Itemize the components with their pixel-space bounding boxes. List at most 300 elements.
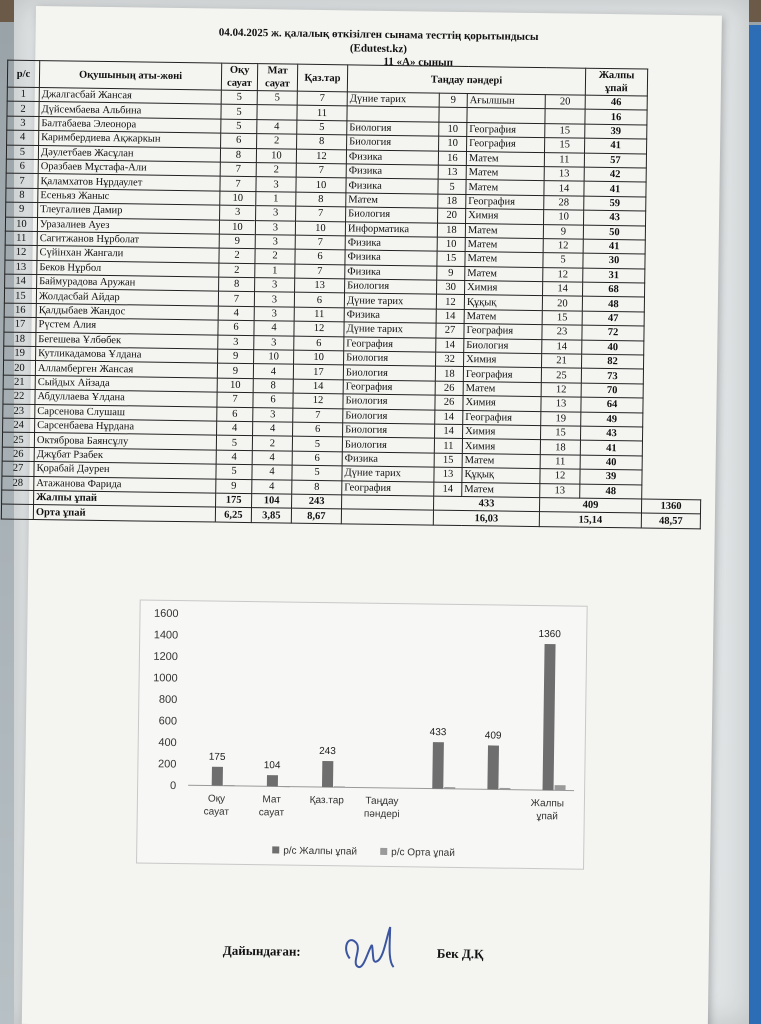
score-mat: 8 <box>253 378 293 393</box>
elective-score-1: 30 <box>437 280 465 295</box>
score-mat: 2 <box>252 436 292 451</box>
score-mat: 3 <box>254 292 294 307</box>
row-number: 26 <box>2 447 34 462</box>
header-total: Жалпы ұпай <box>585 68 647 96</box>
student-name: Сарсенова Слушаш <box>35 404 217 421</box>
legend-label: р/с Орта ұпай <box>391 847 455 859</box>
elective-subject-1: Дүние тарих <box>342 466 434 482</box>
score-oku: 7 <box>220 162 256 177</box>
score-kaz: 7 <box>296 163 346 178</box>
elective-subject-2: Матем <box>462 482 540 497</box>
elective-subject-1: Физика <box>345 236 437 252</box>
avg-kaz: 8,67 <box>291 508 341 523</box>
score-total: 41 <box>584 182 646 197</box>
score-total: 39 <box>585 124 647 139</box>
bar-total <box>322 761 333 787</box>
score-mat: 2 <box>256 163 296 178</box>
elective-subject-2: Құқық <box>464 295 542 310</box>
y-tick-label: 1600 <box>153 607 179 621</box>
elective-subject-2: Химия <box>463 396 541 411</box>
elective-score-1: 26 <box>435 381 463 396</box>
row-number: 16 <box>4 303 36 318</box>
x-category-label: Таңдау <box>365 795 399 808</box>
elective-subject-2: География <box>467 137 545 152</box>
score-mat: 4 <box>253 364 293 379</box>
signature <box>337 920 408 981</box>
results-table <box>1 60 707 529</box>
score-total: 41 <box>585 138 647 153</box>
header-elective: Таңдау пәндері <box>347 65 585 95</box>
elective-score-2: 28 <box>544 195 584 210</box>
elective-score-2: 14 <box>542 339 582 354</box>
score-kaz: 7 <box>295 264 345 279</box>
avg-elective-1: 16,03 <box>433 510 539 526</box>
data-label: 1360 <box>538 628 561 641</box>
elective-subject-1: Биология <box>343 408 435 424</box>
score-total: 42 <box>584 167 646 182</box>
elective-subject-2: География <box>464 324 542 339</box>
elective-score-1: 13 <box>434 467 462 482</box>
score-total: 73 <box>581 369 643 384</box>
score-oku: 8 <box>220 148 256 163</box>
score-oku: 2 <box>219 263 255 278</box>
elective-score-1: 12 <box>436 295 464 310</box>
elective-subject-2: Ағылшын <box>467 94 545 109</box>
score-mat: 4 <box>254 321 294 336</box>
score-kaz: 8 <box>297 134 347 149</box>
bar-chart <box>136 600 588 870</box>
score-oku: 5 <box>216 435 252 450</box>
row-number: 6 <box>6 159 38 174</box>
legend-label: р/с Жалпы ұпай <box>283 845 358 858</box>
score-total: 47 <box>582 311 644 326</box>
elective-subject-2: Матем <box>465 237 543 252</box>
document-title: 04.04.2025 ж. қалалық өткізілген сынама тесттің қорытындысы <box>218 26 539 44</box>
sum-elective-2: 409 <box>539 498 641 514</box>
elective-score-1: 13 <box>438 165 466 180</box>
y-tick-label: 0 <box>169 779 177 793</box>
elective-subject-2: Матем <box>465 266 543 281</box>
bar-avg <box>555 785 566 790</box>
elective-score-2: 21 <box>541 354 581 369</box>
student-name: Уразалиев Ауез <box>37 217 219 234</box>
score-mat: 10 <box>256 148 296 163</box>
score-total: 16 <box>585 110 647 125</box>
elective-score-1: 14 <box>435 410 463 425</box>
elective-score-1: 5 <box>438 179 466 194</box>
student-name: Абдуллаева Ұлдана <box>35 390 217 407</box>
elective-subject-1: Биология <box>342 437 434 453</box>
student-name: Баймурадова Аружан <box>37 275 219 292</box>
score-oku: 7 <box>218 292 254 307</box>
elective-score-1: 14 <box>436 338 464 353</box>
student-name: Октяброва Баянсұлу <box>34 433 216 450</box>
score-kaz: 5 <box>292 436 342 451</box>
score-kaz: 7 <box>295 235 345 250</box>
score-total: 72 <box>582 325 644 340</box>
score-mat: 2 <box>257 134 297 149</box>
score-oku: 10 <box>217 378 253 393</box>
score-kaz: 12 <box>293 393 343 408</box>
elective-subject-1: Физика <box>346 178 438 194</box>
row-number: 1 <box>7 87 39 102</box>
row-number: 19 <box>4 346 36 361</box>
score-mat: 1 <box>255 263 295 278</box>
chart-svg <box>137 601 587 869</box>
elective-subject-1: Физика <box>342 452 434 468</box>
student-name: Оразбаев Мұстафа-Али <box>38 160 220 177</box>
y-tick-label: 200 <box>157 758 177 771</box>
score-oku: 3 <box>220 205 256 220</box>
score-oku: 6 <box>221 133 257 148</box>
legend-swatch <box>272 846 279 853</box>
header-oku: Оқу сауат <box>221 63 257 91</box>
elective-subject-1: География <box>343 380 435 396</box>
score-total: 31 <box>583 268 645 283</box>
elective-subject-2: География <box>463 367 541 382</box>
x-category-label: Қаз.тар <box>309 794 344 807</box>
elective-score-1: 10 <box>439 136 467 151</box>
y-tick-label: 800 <box>158 693 178 707</box>
elective-subject-2: Матем <box>466 165 544 180</box>
score-oku: 6 <box>217 407 253 422</box>
elective-subject-1: Биология <box>347 135 439 151</box>
score-kaz: 10 <box>295 221 345 236</box>
bar-total <box>267 775 278 786</box>
student-name: Алламберген Жансая <box>35 361 217 378</box>
elective-subject-2: Матем <box>463 381 541 396</box>
score-mat: 3 <box>253 407 293 422</box>
row-number: 25 <box>2 432 34 447</box>
author-name: Бек Д.Қ <box>436 945 484 962</box>
elective-score-1: 10 <box>437 237 465 252</box>
row-number: 11 <box>5 231 37 246</box>
x-category-label: пәндері <box>363 808 400 821</box>
elective-score-2: 10 <box>544 210 584 225</box>
score-mat: 1 <box>256 191 296 206</box>
elective-score-2: 15 <box>545 123 585 138</box>
row-number: 20 <box>3 361 35 376</box>
score-oku: 2 <box>219 248 255 263</box>
elective-subject-2: Құқық <box>462 468 540 483</box>
elective-subject-1: Биология <box>343 394 435 410</box>
elective-subject-2: География <box>466 194 544 209</box>
elective-subject-1: Информатика <box>345 221 437 237</box>
score-oku: 4 <box>218 306 254 321</box>
score-total: 43 <box>584 210 646 225</box>
student-name: Сыйдых Айзада <box>35 375 217 392</box>
score-oku: 5 <box>221 119 257 134</box>
elective-score-2: 12 <box>543 239 583 254</box>
score-kaz: 8 <box>296 192 346 207</box>
elective-score-2: 5 <box>543 253 583 268</box>
score-total: 64 <box>581 397 643 412</box>
score-oku: 7 <box>217 392 253 407</box>
avg-blank <box>341 509 433 525</box>
score-kaz: 12 <box>294 321 344 336</box>
row-number: 15 <box>4 289 36 304</box>
x-category-label: сауат <box>258 807 285 819</box>
elective-score-2: 14 <box>542 282 582 297</box>
elective-subject-1: Биология <box>345 279 437 295</box>
elective-subject-1: Физика <box>346 149 438 165</box>
avg-elective-2: 15,14 <box>539 512 641 528</box>
row-number: 23 <box>3 404 35 419</box>
sum-label: Жалпы ұпай <box>34 490 216 507</box>
score-oku: 5 <box>216 464 252 479</box>
class-label: 11 «А» сынып <box>383 55 454 69</box>
elective-subject-2 <box>467 108 545 123</box>
student-name: Сүйінхан Жангали <box>37 246 219 263</box>
score-kaz: 7 <box>296 206 346 221</box>
header-kaz: Қаз.тар <box>297 64 347 92</box>
student-name: Балтабаева Элеонора <box>39 116 221 133</box>
score-oku: 9 <box>218 349 254 364</box>
elective-score-1: 20 <box>438 208 466 223</box>
score-oku: 9 <box>216 479 252 494</box>
score-total: 30 <box>583 253 645 268</box>
elective-score-1: 18 <box>437 223 465 238</box>
score-oku: 10 <box>219 220 255 235</box>
sum-oku: 175 <box>216 493 252 508</box>
header-mat: Мат сауат <box>257 64 297 92</box>
student-name: Каримбердиева Ақжаркын <box>39 131 221 148</box>
score-mat: 6 <box>253 393 293 408</box>
student-name: Тлеугалиев Дамир <box>38 203 220 220</box>
bar-total <box>212 767 223 786</box>
elective-score-2: 18 <box>540 440 580 455</box>
row-number: 9 <box>6 202 38 217</box>
score-total: 82 <box>581 354 643 369</box>
score-total: 41 <box>583 239 645 254</box>
elective-score-2: 25 <box>541 368 581 383</box>
elective-subject-2: Биология <box>464 338 542 353</box>
bar-avg <box>279 786 290 787</box>
elective-score-2: 15 <box>545 138 585 153</box>
student-name: Кутликадамова Ұлдана <box>36 347 218 364</box>
elective-score-1: 10 <box>439 122 467 137</box>
score-total: 50 <box>583 225 645 240</box>
sum-elective-1: 433 <box>433 496 539 512</box>
row-number: 14 <box>5 274 37 289</box>
score-mat: 3 <box>256 177 296 192</box>
student-name: Дүйсембаева Альбина <box>39 102 221 119</box>
y-tick-label: 1400 <box>153 629 179 642</box>
x-axis <box>188 785 574 790</box>
elective-score-2: 12 <box>541 382 581 397</box>
elective-score-1: 14 <box>435 424 463 439</box>
score-kaz: 6 <box>292 451 342 466</box>
sum-mat: 104 <box>252 493 292 508</box>
score-kaz: 6 <box>294 293 344 308</box>
elective-subject-2: Матем <box>462 453 540 468</box>
score-total: 39 <box>580 469 642 484</box>
score-mat: 2 <box>255 249 295 264</box>
score-oku: 9 <box>217 363 253 378</box>
y-tick-label: 1200 <box>153 650 179 664</box>
student-name: Рүстем Алия <box>36 318 218 335</box>
elective-subject-1: География <box>344 336 436 352</box>
score-kaz: 6 <box>294 336 344 351</box>
score-kaz: 6 <box>295 249 345 264</box>
score-kaz: 14 <box>293 379 343 394</box>
elective-subject-2: Матем <box>466 180 544 195</box>
row-number: 8 <box>6 188 38 203</box>
score-kaz: 17 <box>293 365 343 380</box>
bar-avg <box>499 788 510 790</box>
student-name: Қаламхатов Нұрдаулет <box>38 174 220 191</box>
elective-score-1: 14 <box>436 309 464 324</box>
score-kaz: 8 <box>292 480 342 495</box>
score-kaz: 10 <box>294 350 344 365</box>
score-total: 57 <box>584 153 646 168</box>
elective-score-2: 13 <box>541 397 581 412</box>
elective-subject-1: Биология <box>343 423 435 439</box>
elective-score-1: 9 <box>439 93 467 108</box>
elective-score-1: 16 <box>438 151 466 166</box>
score-oku: 5 <box>221 104 257 119</box>
score-total: 43 <box>580 426 642 441</box>
score-total: 48 <box>580 484 642 499</box>
elective-subject-1: Физика <box>345 265 437 281</box>
student-name: Есеньяз Жаныс <box>38 188 220 205</box>
score-mat: 4 <box>257 119 297 134</box>
row-number: 12 <box>5 245 37 260</box>
prepared-by-label: Дайындаған: <box>222 942 301 959</box>
elective-score-2: 9 <box>543 224 583 239</box>
elective-score-1 <box>439 108 467 123</box>
student-name: Джалгасбай Жансая <box>39 88 221 105</box>
score-kaz: 12 <box>296 149 346 164</box>
document-source: (Edutest.kz) <box>349 42 408 56</box>
row-number: 5 <box>6 145 38 160</box>
elective-subject-1: Биология <box>346 207 438 223</box>
student-name: Беков Нұрбол <box>37 260 219 277</box>
score-kaz: 11 <box>294 307 344 322</box>
row-number: 24 <box>3 418 35 433</box>
elective-score-2: 13 <box>540 483 580 498</box>
score-kaz: 6 <box>293 422 343 437</box>
score-total: 40 <box>580 455 642 470</box>
score-total: 49 <box>581 412 643 427</box>
elective-subject-2: География <box>463 410 541 425</box>
score-kaz: 5 <box>297 120 347 135</box>
elective-score-2: 15 <box>540 426 580 441</box>
elective-score-1: 18 <box>438 194 466 209</box>
score-oku: 9 <box>219 234 255 249</box>
elective-subject-2: География <box>467 122 545 137</box>
elective-score-2: 13 <box>544 167 584 182</box>
score-mat: 3 <box>255 220 295 235</box>
elective-score-1: 18 <box>435 367 463 382</box>
avg-total: 48,57 <box>641 513 700 528</box>
student-name: Сагитжанов Нұрболат <box>37 231 219 248</box>
score-kaz: 5 <box>292 465 342 480</box>
x-category-label: Оқу <box>207 793 226 805</box>
elective-subject-2: Матем <box>465 252 543 267</box>
elective-subject-1: Физика <box>345 250 437 266</box>
elective-score-2: 19 <box>541 411 581 426</box>
score-mat: 3 <box>254 306 294 321</box>
score-oku: 10 <box>220 191 256 206</box>
sum-blank <box>2 490 34 505</box>
x-category-label: ұпай <box>536 811 559 823</box>
row-number: 10 <box>5 217 37 232</box>
elective-subject-1 <box>347 106 439 122</box>
sum-total: 1360 <box>641 499 700 514</box>
elective-subject-2: Химия <box>462 424 540 439</box>
bar-avg <box>334 786 345 787</box>
elective-subject-1: Физика <box>344 308 436 324</box>
score-oku: 8 <box>219 277 255 292</box>
student-name: Джұбат Рзабек <box>34 447 216 464</box>
avg-label: Орта ұпай <box>33 505 215 522</box>
elective-score-2 <box>545 109 585 124</box>
score-mat: 4 <box>253 422 293 437</box>
elective-score-1: 9 <box>437 266 465 281</box>
data-label: 243 <box>319 745 336 758</box>
score-mat: 10 <box>254 350 294 365</box>
header-num: р/с <box>7 60 39 87</box>
row-number: 3 <box>7 116 39 131</box>
elective-score-2: 12 <box>540 469 580 484</box>
score-mat: 3 <box>255 234 295 249</box>
bar-avg <box>224 785 235 786</box>
score-kaz: 13 <box>295 278 345 293</box>
elective-score-1: 26 <box>435 395 463 410</box>
elective-subject-2: Химия <box>465 281 543 296</box>
elective-subject-2: Матем <box>464 309 542 324</box>
elective-score-2: 14 <box>544 181 584 196</box>
row-number: 2 <box>7 101 39 116</box>
data-label: 409 <box>484 730 502 742</box>
row-number: 13 <box>5 260 37 275</box>
score-mat <box>257 105 297 120</box>
student-name: Қалдыбаев Жандос <box>36 303 218 320</box>
elective-score-1: 14 <box>434 482 462 497</box>
score-mat: 4 <box>252 479 292 494</box>
data-label: 175 <box>208 751 226 763</box>
elective-score-1: 15 <box>437 251 465 266</box>
elective-subject-1: Дүние тарих <box>347 92 439 108</box>
score-kaz: 7 <box>293 408 343 423</box>
elective-score-2: 11 <box>540 454 580 469</box>
student-name: Қорабай Дәурен <box>34 462 216 479</box>
elective-score-2: 23 <box>542 325 582 340</box>
y-tick-label: 1000 <box>153 672 178 685</box>
elective-subject-1: География <box>342 480 434 496</box>
row-number: 21 <box>3 375 35 390</box>
student-name: Дәулетбаев Жасұлан <box>38 145 220 162</box>
score-kaz: 7 <box>297 91 347 106</box>
row-number: 4 <box>7 130 39 145</box>
x-category-label: Жалпы <box>530 797 565 810</box>
score-mat: 3 <box>255 278 295 293</box>
elective-score-1: 27 <box>436 323 464 338</box>
elective-subject-1: Дүние тарих <box>344 322 436 338</box>
avg-mat: 3,85 <box>251 508 291 523</box>
score-mat: 4 <box>252 465 292 480</box>
sum-kaz: 243 <box>292 494 342 509</box>
document-page <box>12 6 722 1024</box>
score-oku: 4 <box>217 421 253 436</box>
elective-subject-1: Физика <box>346 164 438 180</box>
avg-oku: 6,25 <box>215 507 251 522</box>
elective-subject-2: Химия <box>462 439 540 454</box>
score-total: 59 <box>584 196 646 211</box>
elective-score-1: 15 <box>434 453 462 468</box>
student-name: Бегешева Ұлбөбек <box>36 332 218 349</box>
